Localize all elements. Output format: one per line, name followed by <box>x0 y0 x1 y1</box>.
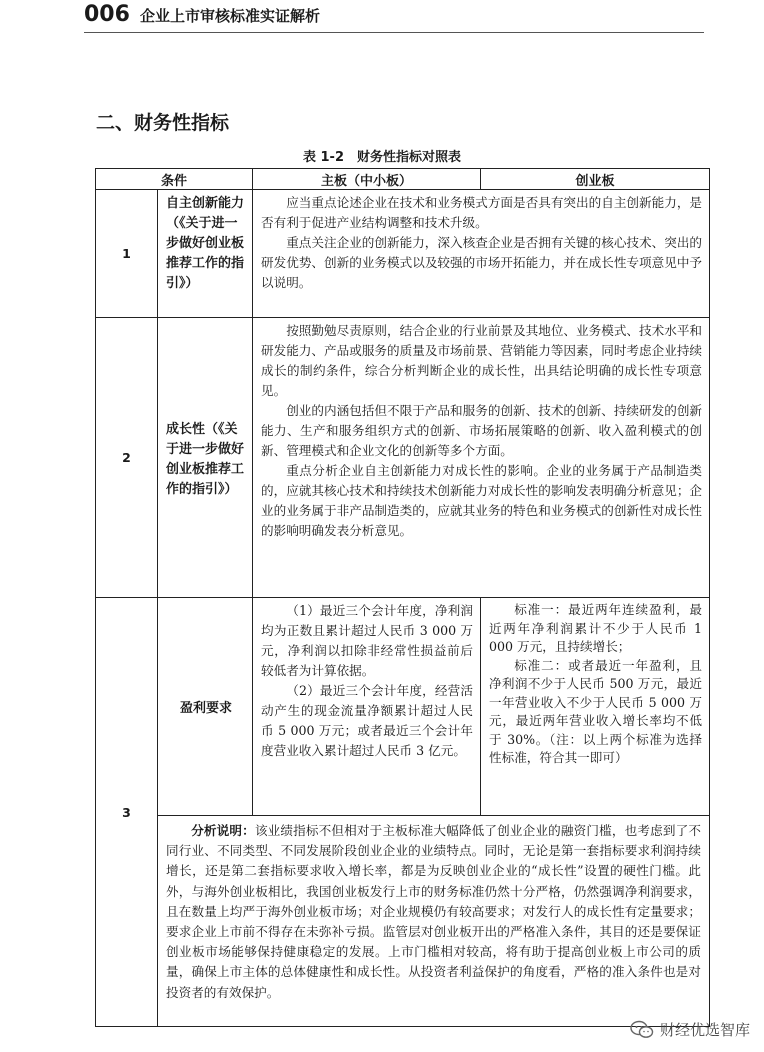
watermark <box>630 1019 750 1040</box>
page-header <box>84 2 320 27</box>
analysis-text: 该业绩指标不但相对于主板标准大幅降低了创业企业的融资门槛，也考虑到了不同行业、不同类型、不同发展阶段创业企业的业绩特点。同时，无论是第一套指标要求利润持续增长，还是第二套指标要求收入增长率，都是为反映创业企业的“成长性”设置的硬性门槛。此外，与海外创业板相比，我国创业板发行上市的财务标准仍然十分严格，仍然强调净利润要求，且在数量上均严于海外创业板市场；对企业规模仍有较高要求；对发行人的成长性有定量要求；要求企业上市前不得存在未弥补亏损。监管层对创业板开出的严格准入条件，其目的还是要保证创业板市场能够保持健康稳定的发展。上市门槛相对较高，将有助于提高创业板上市公司的质量，确保上市主体的总体健康性和成长性。从投资者利益保护的角度看，严格的准入条件也是对投资者的有效保护。 <box>166 823 702 1000</box>
table-row <box>96 598 710 816</box>
paragraph: 重点分析企业自主创新能力对成长性的影响。企业的业务属于产品制造类的，应就其核心技术和持续技术创新能力对成长性的影响发表明确分析意见；企业的业务属于非产品制造类的，应就其业务的特色和业务模式的创新性对成长性的影响明确发表分析意见。 <box>261 463 703 538</box>
paragraph: （2）最近三个会计年度，经营活动产生的现金流量净额累计超过人民币 5 000 万元；或者最近三个会计年度营业收入累计超过人民币 3 亿元。 <box>261 683 474 758</box>
analysis-note <box>158 816 710 1027</box>
paragraph: 标准二：或者最近一年盈利，且净利润不少于人民币 500 万元，最近一年营业收入不少于人民币 5 000 万元，最近两年营业收入增长率均不低于 30%。（注：以上两个标准为选择性标准，符合其一即可） <box>489 657 703 765</box>
paragraph: 重点关注企业的创新能力，深入核查企业是否拥有关键的核心技术、突出的研发优势、创新的业务模式以及较强的市场开拓能力，并在成长性专项意见中予以说明。 <box>261 235 703 290</box>
paragraph <box>166 821 701 1003</box>
table-row <box>96 816 710 1027</box>
table-header-row <box>96 169 710 190</box>
running-title: 企业上市审核标准实证解析 <box>139 7 320 25</box>
row-condition: 盈利要求 <box>158 598 253 816</box>
main-board-requirement <box>253 598 481 816</box>
watermark-text: 财经优选智库 <box>659 1021 750 1039</box>
wechat-icon <box>630 1020 654 1040</box>
paragraph: 创业的内涵包括但不限于产品和服务的创新、技术的创新、持续研发的创新能力、生产和服务组织方式的创新、市场拓展策略的创新、收入盈利模式的创新、管理模式和企业文化的创新等多个方面。 <box>261 403 703 458</box>
paragraph: （1）最近三个会计年度，净利润均为正数且累计超过人民币 3 000 万元，净利润以扣除非经常性损益前后较低者为计算依据。 <box>261 603 474 678</box>
row-content <box>253 190 710 318</box>
header-condition: 条件 <box>96 169 253 190</box>
paragraph: 按照勤勉尽责原则，结合企业的行业前景及其地位、业务模式、技术水平和研发能力、产品或服务的质量及市场前景、营销能力等因素，同时考虑企业持续成长的制约条件，综合分析判断企业的成长性，出具结论明确的成长性专项意见。 <box>261 323 703 398</box>
table-row <box>96 190 710 318</box>
header-rule <box>84 32 704 33</box>
gem-board-requirement <box>481 598 710 816</box>
section-title: 二、财务性指标 <box>96 112 230 134</box>
header-main-board: 主板（中小板） <box>253 169 481 190</box>
financial-indicator-table <box>95 168 710 1027</box>
row-condition: 自主创新能力（《关于进一步做好创业板推荐工作的指引》） <box>158 190 253 318</box>
header-gem-board: 创业板 <box>481 169 710 190</box>
row-number: 1 <box>96 190 158 318</box>
analysis-label: 分析说明： <box>191 823 255 838</box>
table-caption: 表 1-2 财务性指标对照表 <box>302 150 461 165</box>
row-number: 2 <box>96 318 158 598</box>
table-row <box>96 318 710 598</box>
row-content <box>253 318 710 598</box>
page-number: 006 <box>84 2 130 27</box>
row-number: 3 <box>96 598 158 1027</box>
paragraph: 应当重点论述企业在技术和业务模式方面是否具有突出的自主创新能力，是否有利于促进产业结构调整和技术升级。 <box>261 195 703 230</box>
paragraph: 标准一：最近两年连续盈利，最近两年净利润累计不少于人民币 1 000 万元，且持续增长； <box>489 602 703 654</box>
row-condition: 成长性（《关于进一步做好创业板推荐工作的指引》） <box>158 318 253 598</box>
